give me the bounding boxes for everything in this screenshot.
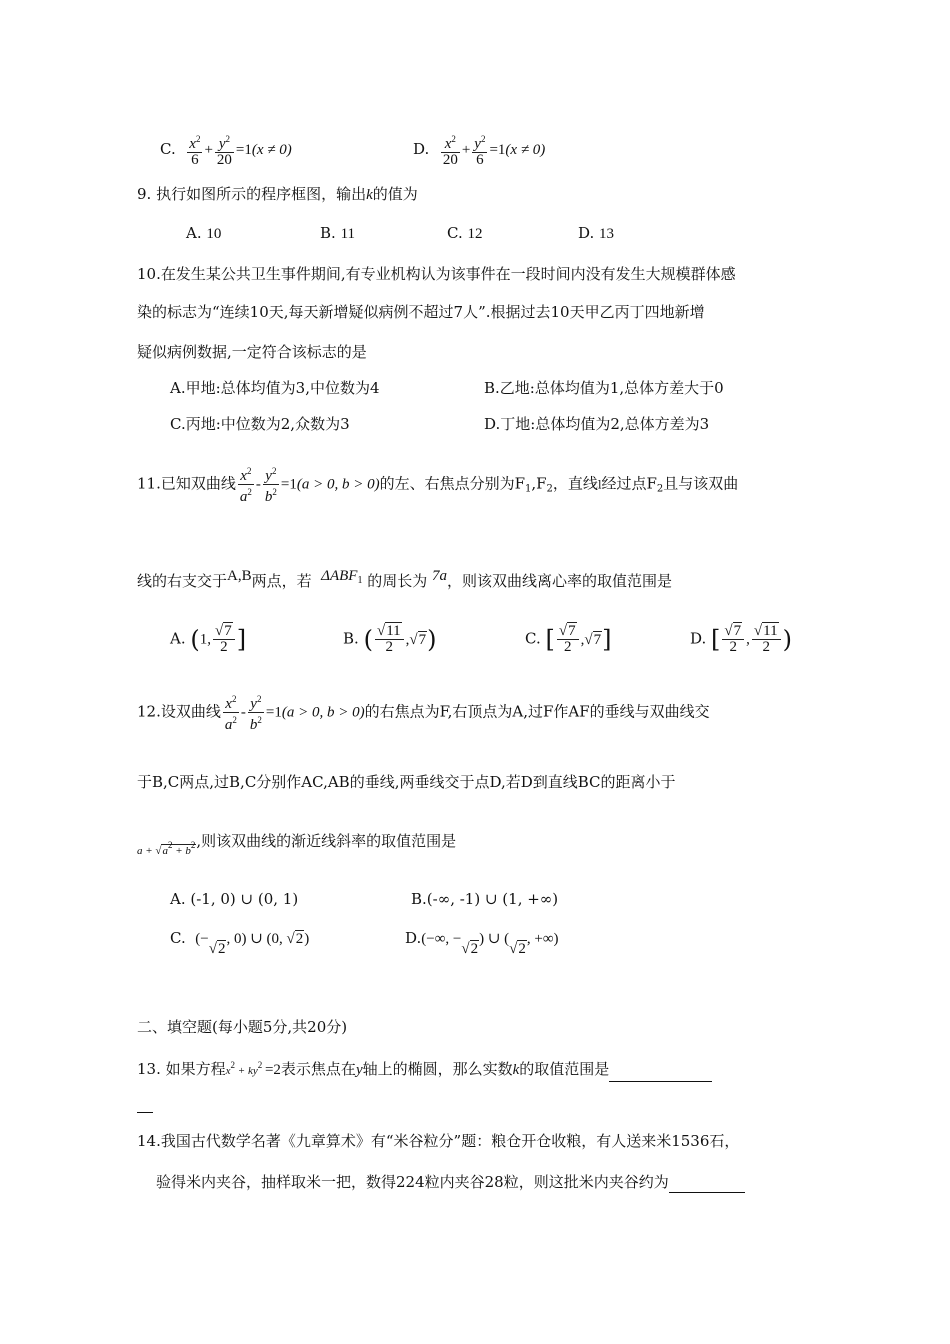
q9-option-a: A. 10 — [186, 224, 222, 242]
q12-option-d: D.(−∞, −√2) ∪ (√2, +∞) — [405, 929, 559, 957]
c-fraction-x: $\frac{x^2}{6}$ — [189, 134, 201, 168]
q11-option-d: D. [ $\frac{√7}{2}$ , $\frac{√11}{2}$ ) — [690, 623, 792, 655]
q13-line: 13. 如果方程$x^2 + ky^2 =2$表示焦点在y轴上的椭圆，那么实数k的取值范围是 — [137, 1054, 712, 1082]
q10-line-1: 10.在发生某公共卫生事件期间,有专业机构认为该事件在一段时间内没有发生大规模群体感 — [137, 265, 736, 283]
q9-option-b: B. 11 — [320, 224, 356, 242]
q10-option-a: A.甲地:总体均值为3,中位数为4 — [170, 379, 380, 397]
q9-stem: 9. 执行如图所示的程序框图，输出k的值为 — [137, 185, 418, 203]
q9-option-c: C. 12 — [447, 224, 483, 242]
q11-option-c: C. [ $\frac{√7}{2}$ ,√7] — [525, 623, 612, 655]
q10-option-c: C.丙地:中位数为2,众数为3 — [170, 415, 350, 433]
q12-line-2: 于B,C两点,过B,C分别作AC,AB的垂线,两垂线交于点D,若D到直线BC的距离小于 — [137, 773, 676, 791]
q10-option-b: B.乙地:总体均值为1,总体方差大于0 — [484, 379, 724, 397]
q10-line-3: 疑似病例数据,一定符合该标志的是 — [137, 343, 367, 361]
q14-answer-blank[interactable] — [669, 1174, 745, 1193]
q14-line-1: 14.我国古代数学名著《九章算术》有“米谷粒分”题：粮仓开仓收粮，有人送来米1536石， — [137, 1132, 740, 1150]
c-fraction-y: $\frac{y^2}{20}$ — [216, 134, 232, 168]
q12-option-c: C. (−√2, 0) ∪ (0, √2) — [170, 929, 310, 957]
q10-option-d: D.丁地:总体均值为2,总体方差为3 — [484, 415, 710, 433]
q11-option-a: A. (1, $\frac{√7}{2}$ ] — [170, 623, 247, 655]
d-fraction-y: $\frac{y^2}{6}$ — [474, 134, 486, 168]
q11-line-1: 11.已知双曲线 $\frac{x^2}{a^2}$ - $\frac{y^2}{b^2}$ =1(a > 0, b > 0)的左、右焦点分别为$F_1,F_2$，直线l经过点$F_2$且与该双曲 — [137, 466, 739, 505]
section-heading: 二、填空题(每小题5分,共20分) — [137, 1018, 348, 1036]
q12-line-1: 12.设双曲线 $\frac{x^2}{a^2}$ - $\frac{y^2}{b^2}$ =1(a > 0, b > 0)的右焦点为F,右顶点为A,过F作AF的垂线与双曲线交 — [137, 694, 710, 733]
q8-option-c: C. $\frac{x^2}{6}$ + $\frac{y^2}{20}$ =1(x ≠ 0) — [160, 134, 292, 168]
q12-option-a: A. (-1, 0) ∪ (0, 1) — [170, 890, 299, 908]
d-fraction-x: $\frac{x^2}{20}$ — [442, 134, 458, 168]
q12-line-3: $_{a + √a^2 + b^2}$,则该双曲线的渐近线斜率的取值范围是 — [137, 832, 457, 857]
q11-line-2: 线的右支交于A,B两点，若 $\Delta ABF_1$ 的周长为 7a，则该双曲线离心率的取值范围是 — [137, 568, 673, 590]
q9-option-d: D. 13 — [578, 224, 615, 242]
q8-option-d: D. $\frac{x^2}{20}$ + $\frac{y^2}{6}$ =1(x ≠ 0) — [413, 134, 546, 168]
q14-line-2: 验得米内夹谷，抽样取米一把，数得224粒内夹谷28粒，则这批米内夹谷约为 — [156, 1171, 745, 1193]
q11-option-b: B. ( $\frac{√11}{2}$ ,√7) — [343, 623, 437, 655]
q13-answer-blank[interactable] — [609, 1063, 712, 1082]
q13-blank-continuation — [137, 1112, 153, 1113]
q12-option-b: B.(-∞, -1) ∪ (1, +∞) — [411, 890, 559, 908]
q10-line-2: 染的标志为“连续10天,每天新增疑似病例不超过7人”.根据过去10天甲乙丙丁四地新增 — [137, 303, 705, 321]
